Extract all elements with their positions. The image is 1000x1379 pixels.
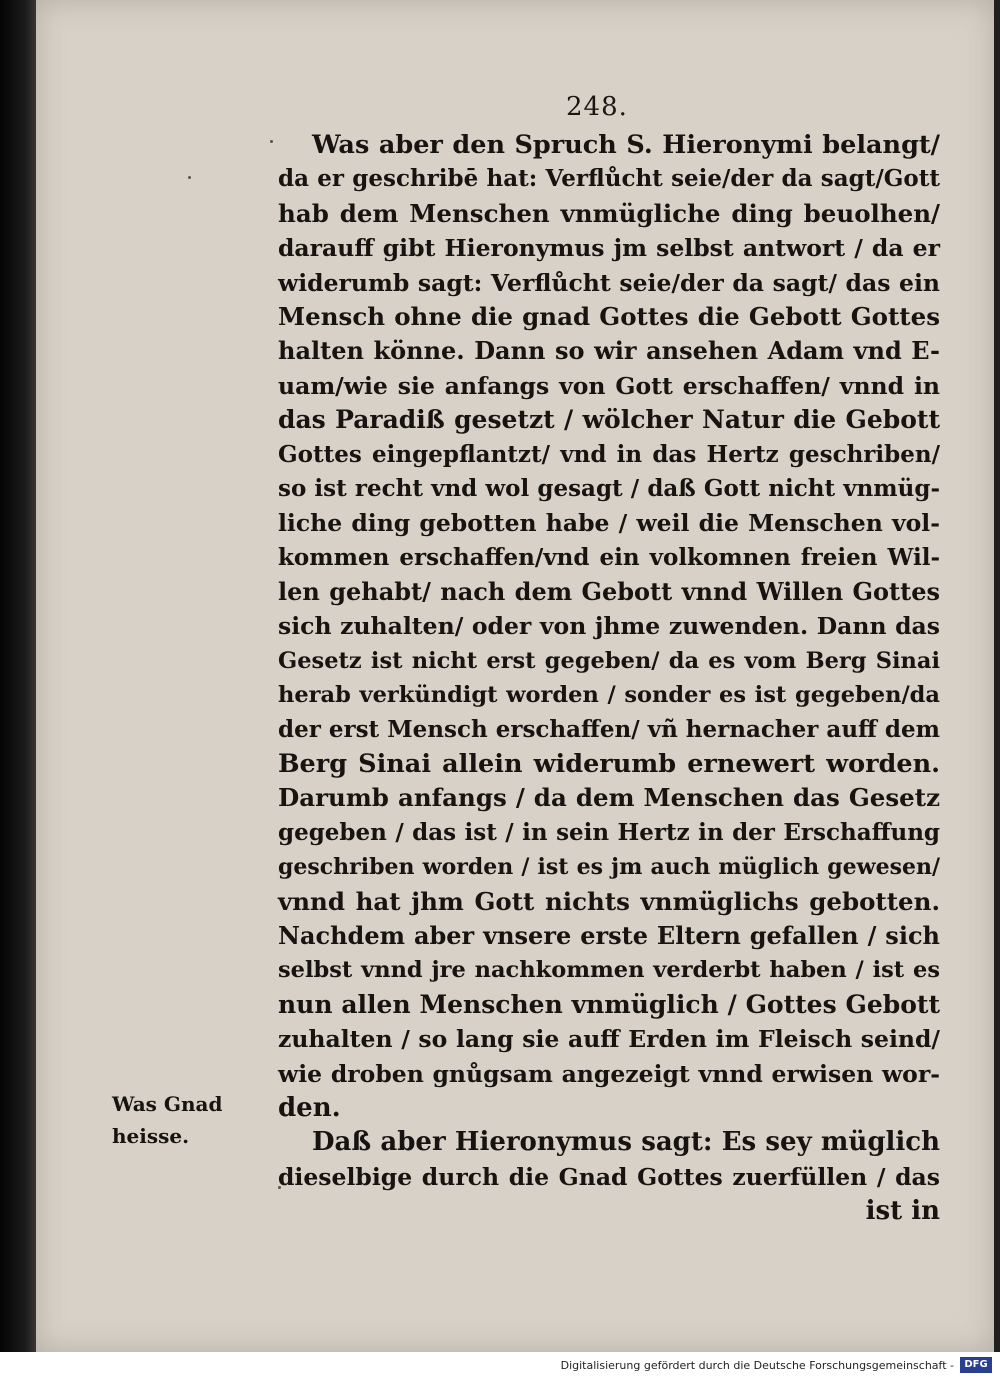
text-line: selbst vnnd jre nachkommen verderbt haben / ist es (278, 957, 940, 984)
text-line: wie droben gnůgsam angezeigt vnnd erwisen wor- (278, 1059, 940, 1088)
text-line: Was aber den Spruch S. Hieronymi belangt/ (312, 130, 940, 160)
paper-speck (188, 176, 191, 179)
text-line: so ist recht vnd wol gesagt / daß Gott nicht vnmüg- (278, 474, 940, 502)
text-line: Gottes eingepflantzt/ vnd in das Hertz geschriben/ (278, 440, 940, 468)
text-line: zuhalten / so lang sie auff Erden im Fleisch seind/ (278, 1025, 940, 1054)
catchword: ist in (865, 1196, 940, 1227)
text-line: den. (278, 1092, 341, 1123)
text-line: der erst Mensch erschaffen/ vñ hernacher auff dem (278, 715, 940, 743)
text-line: herab verkündigt worden / sonder es ist gegeben/da (278, 682, 940, 709)
paper-speck (270, 140, 273, 143)
text-line: uam/wie sie anfangs von Gott erschaffen/ vnnd in (278, 371, 940, 400)
text-line: nun allen Menschen vnmüglich / Gottes Gebott (278, 989, 940, 1019)
marginal-note-line: Was Gnad (112, 1092, 223, 1116)
text-line: Daß aber Hieronymus sagt: Es sey müglich (312, 1127, 940, 1158)
text-line: das Paradiß gesetzt / wölcher Natur die Gebott (278, 405, 940, 435)
text-line: widerumb sagt: Verflůcht seie/der da sagt/ das ein (278, 268, 940, 297)
funding-credit: Digitalisierung gefördert durch die Deutsche Forschungsgemeinschaft - (560, 1359, 954, 1372)
text-line: Darumb anfangs / da dem Menschen das Gesetz (278, 783, 940, 813)
text-line: da er geschribē hat: Verflůcht seie/der da sagt/Gott (278, 165, 940, 193)
text-line: dieselbige durch die Gnad Gottes zuerfüllen / das (278, 1162, 940, 1191)
dfg-logo-icon: DFG (960, 1357, 992, 1373)
text-line: len gehabt/ nach dem Gebott vnnd Willen Gottes (278, 577, 940, 607)
text-line: Nachdem aber vnsere erste Eltern gefallen / sich (278, 920, 940, 950)
text-line: liche ding gebotten habe / weil die Menschen vol- (278, 509, 940, 538)
text-line: halten könne. Dann so wir ansehen Adam vnd E- (278, 336, 940, 366)
text-line: sich zuhalten/ oder von jhme zuwenden. Dann das (278, 612, 940, 641)
digitization-footer (0, 1352, 1000, 1379)
text-line: kommen erschaffen/vnd ein volkomnen freien Wil- (278, 543, 940, 571)
marginal-note (112, 1088, 252, 1152)
text-line: geschriben worden / ist es jm auch müglich gewesen/ (278, 854, 940, 881)
page-right-edge (994, 0, 1000, 1352)
text-line: gegeben / das ist / in sein Hertz in der Erschaffung (278, 818, 940, 846)
text-line: hab dem Menschen vnmügliche ding beuolhen/ (278, 198, 940, 228)
book-binding-edge (0, 0, 36, 1352)
text-line: Gesetz ist nicht erst gegeben/ da es vom Berg Sinai (278, 647, 940, 674)
marginal-note-line: heisse. (112, 1124, 190, 1148)
text-line: Berg Sinai allein widerumb ernewert worden. (278, 749, 940, 780)
body-text (278, 128, 940, 1229)
text-line: vnnd hat jhm Gott nichts vnmüglichs gebotten. (278, 886, 940, 916)
page-number: 248. (566, 92, 628, 122)
text-line: darauff gibt Hieronymus jm selbst antwort / da er (278, 234, 940, 263)
text-line: Mensch ohne die gnad Gottes die Gebott Gottes (278, 301, 940, 331)
